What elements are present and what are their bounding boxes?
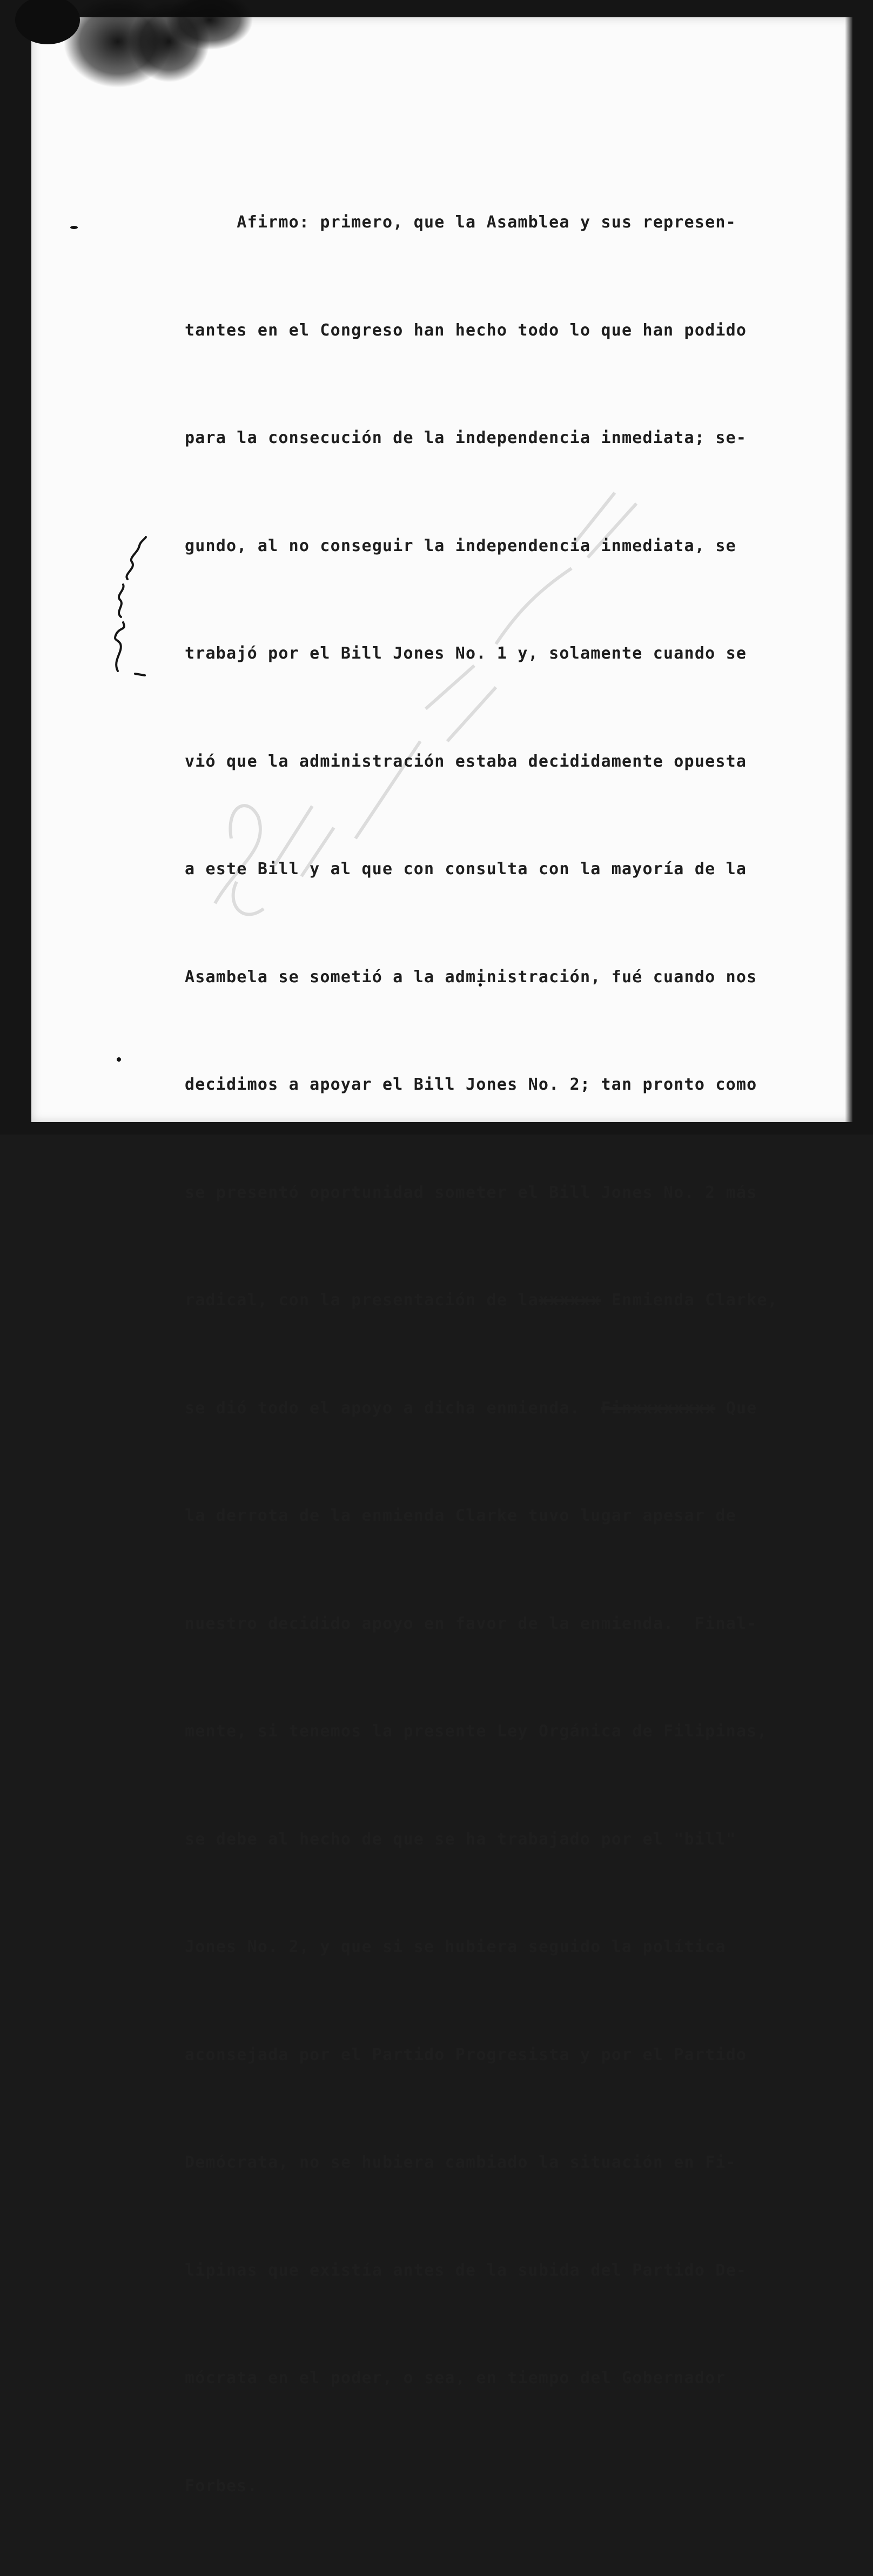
text-line: trabajó por el Bill Jones No. 1 y, solamente cuando se [185, 644, 747, 663]
text-line: se debe al hecho de que se ha trabajado por el "bill" [185, 1829, 736, 1849]
text-segment: radical, con la presentación de la [185, 1291, 539, 1310]
text-line [185, 1283, 806, 1319]
text-line: se presentó oportunidad someter el Bill Jones No. 2 más [185, 1183, 757, 1202]
text-line: decidimos a apoyar el Bill Jones No. 2; tan pronto como [185, 1075, 757, 1094]
text-line: gundo, al no conseguir la independencia inmediata, se [185, 536, 736, 555]
document-page [31, 17, 852, 2496]
text-line: a este Bill y al que con consulta con la mayoría de la [185, 860, 747, 878]
handwritten-margin-mark [107, 536, 150, 682]
text-line: Demócrata, no se hubiera cambiado la situación en Fi- [185, 2153, 736, 2172]
text-line: lipinas que existía antes de la subida del Partido De- [185, 2260, 747, 2280]
text-line: mente, si tenemos la presente Ley Orgánica de Filipinas, [185, 1722, 768, 1741]
typed-body-text [185, 133, 806, 2576]
text-line: tantes en el Congreso han hecho todo lo que han podido [185, 320, 747, 340]
text-line: para la consecución de la independencia inmediata; se- [185, 428, 747, 447]
text-line: mócrata en el poder, o sea, en tiempo del Gobernador [185, 2369, 726, 2387]
text-line: vió que la administración estaba decididamente opuesta [185, 752, 747, 771]
text-line: Forbes. [185, 2476, 258, 2496]
ink-dot [70, 226, 78, 229]
ink-dot [117, 1057, 121, 1062]
text-segment: Enmienda Clarke, [601, 1291, 778, 1310]
text-line: la derrota de la enmienda Clarke tuvo lugar apesar de [185, 1506, 736, 1525]
text-segment: Que [715, 1398, 757, 1418]
text-line: nuestro decidido apoyo en favor de la enmienda. Final- [185, 1614, 757, 1633]
text-line [185, 1391, 806, 1427]
text-line: Asambela se sometió a la administración, fué cuando nos [185, 967, 757, 987]
text-line: Afirmo: primero, que la Asamblea y sus represen- [185, 213, 736, 232]
struck-text: Finxxxxxxxx [601, 1398, 716, 1418]
text-segment: se dió todo el apoyo a dicha enmienda. [185, 1398, 601, 1418]
page-edge-shadow [845, 17, 852, 1122]
text-line: Jones No. 2, y que si se hubiera seguido la política [185, 1937, 726, 1956]
struck-text: xxxxxx [538, 1291, 601, 1310]
text-line: aconsejada por el Partido Progresista y por el Partido [185, 2045, 747, 2064]
